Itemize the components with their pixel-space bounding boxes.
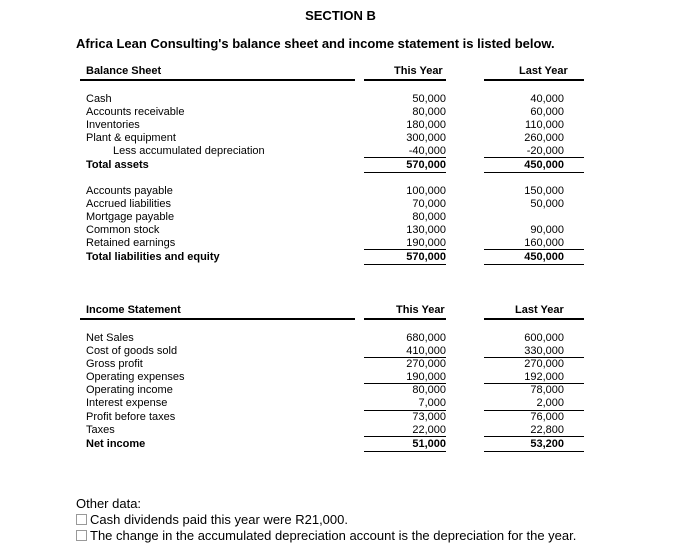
bs-this-value: 50,000	[412, 93, 446, 105]
is-label: Taxes	[86, 424, 115, 436]
bs-header-rule-last	[484, 79, 584, 81]
is-total-rule	[484, 451, 584, 452]
is-last-value: 22,800	[530, 424, 564, 436]
is-this-value: 190,000	[406, 371, 446, 383]
checkbox-icon	[76, 530, 87, 541]
bs-last-total: 450,000	[524, 159, 564, 171]
is-label: Gross profit	[86, 358, 143, 370]
bs-last-total: 450,000	[524, 251, 564, 263]
is-last-value: 2,000	[536, 397, 564, 409]
is-last-value: 330,000	[524, 345, 564, 357]
is-header-rule-last	[484, 318, 584, 320]
bs-label: Accounts payable	[86, 185, 173, 197]
income-statement-header: Income Statement	[86, 304, 181, 316]
bs-label: Plant & equipment	[86, 132, 176, 144]
is-this-value: 80,000	[412, 384, 446, 396]
other-data-title: Other data:	[76, 496, 142, 511]
other-data-item-text: The change in the accumulated depreciation account is the depreciation for the year.	[90, 528, 577, 543]
other-data-item	[76, 512, 348, 528]
bs-last-value: 90,000	[530, 224, 564, 236]
section-title: SECTION B	[305, 8, 376, 23]
is-label: Profit before taxes	[86, 411, 176, 423]
bs-last-value: -20,000	[526, 145, 564, 157]
bs-total-rule	[484, 264, 584, 265]
bs-label: Common stock	[86, 224, 160, 236]
bs-this-total: 570,000	[406, 159, 446, 171]
bs-last-year-header: Last Year	[519, 65, 568, 77]
bs-label: Inventories	[86, 119, 140, 131]
is-this-value: 680,000	[406, 332, 446, 344]
bs-last-value: 160,000	[524, 237, 564, 249]
bs-total-rule	[364, 172, 446, 173]
bs-this-value: 180,000	[406, 119, 446, 131]
is-header-rule-this	[364, 318, 446, 320]
bs-total-label: Total liabilities and equity	[86, 251, 220, 263]
bs-this-value: 80,000	[412, 211, 446, 223]
bs-last-value: 260,000	[524, 132, 564, 144]
is-rule	[364, 436, 446, 437]
is-last-value: 600,000	[524, 332, 564, 344]
is-header-rule-label	[80, 318, 355, 320]
bs-this-total: 570,000	[406, 251, 446, 263]
bs-label: Less accumulated depreciation	[113, 145, 265, 157]
bs-last-value: 150,000	[524, 185, 564, 197]
is-label: Cost of goods sold	[86, 345, 178, 357]
bs-last-value: 110,000	[525, 119, 564, 131]
intro-text: Africa Lean Consulting's balance sheet and income statement is listed below.	[76, 36, 555, 51]
bs-subtotal-rule	[364, 157, 446, 158]
is-this-value: 410,000	[406, 345, 446, 357]
is-label: Operating income	[86, 384, 173, 396]
is-total-rule	[364, 451, 446, 452]
is-label: Net Sales	[86, 332, 134, 344]
is-this-net-income: 51,000	[412, 438, 446, 450]
bs-label: Accounts receivable	[86, 106, 185, 118]
is-this-value: 7,000	[418, 397, 446, 409]
is-this-value: 22,000	[412, 424, 446, 436]
is-net-income-label: Net income	[86, 438, 146, 450]
bs-subtotal-rule	[364, 249, 446, 250]
is-label: Operating expenses	[86, 371, 185, 383]
is-last-value: 78,000	[530, 384, 564, 396]
bs-label: Cash	[86, 93, 112, 105]
bs-this-value: 190,000	[406, 237, 446, 249]
checkbox-icon	[76, 514, 87, 525]
bs-label: Accrued liabilities	[86, 198, 171, 210]
is-this-value: 73,000	[412, 411, 446, 423]
bs-this-value: 300,000	[406, 132, 446, 144]
other-data-item-text: Cash dividends paid this year were R21,000.	[90, 512, 348, 527]
is-label: Interest expense	[86, 397, 168, 409]
bs-this-value: -40,000	[408, 145, 446, 157]
is-last-value: 192,000	[524, 371, 564, 383]
bs-header-rule-label	[80, 79, 355, 81]
bs-total-rule	[364, 264, 446, 265]
bs-this-year-header: This Year	[394, 65, 443, 77]
bs-this-value: 100,000	[406, 185, 446, 197]
bs-last-value: 60,000	[530, 106, 564, 118]
bs-this-value: 80,000	[412, 106, 446, 118]
balance-sheet-header: Balance Sheet	[86, 65, 162, 77]
is-last-value: 76,000	[530, 411, 564, 423]
bs-subtotal-rule	[484, 157, 584, 158]
bs-total-rule	[484, 172, 584, 173]
is-last-year-header: Last Year	[515, 304, 564, 316]
bs-total-label: Total assets	[86, 159, 149, 171]
bs-header-rule-this	[364, 79, 446, 81]
other-data-item	[76, 528, 576, 544]
bs-label: Mortgage payable	[86, 211, 175, 223]
is-last-value: 270,000	[524, 358, 564, 370]
bs-label: Retained earnings	[86, 237, 176, 249]
is-this-year-header: This Year	[396, 304, 445, 316]
is-rule	[484, 436, 584, 437]
bs-this-value: 130,000	[406, 224, 446, 236]
bs-this-value: 70,000	[412, 198, 446, 210]
is-last-net-income: 53,200	[530, 438, 564, 450]
is-this-value: 270,000	[406, 358, 446, 370]
bs-last-value: 40,000	[530, 93, 564, 105]
bs-last-value: 50,000	[530, 198, 564, 210]
bs-subtotal-rule	[484, 249, 584, 250]
